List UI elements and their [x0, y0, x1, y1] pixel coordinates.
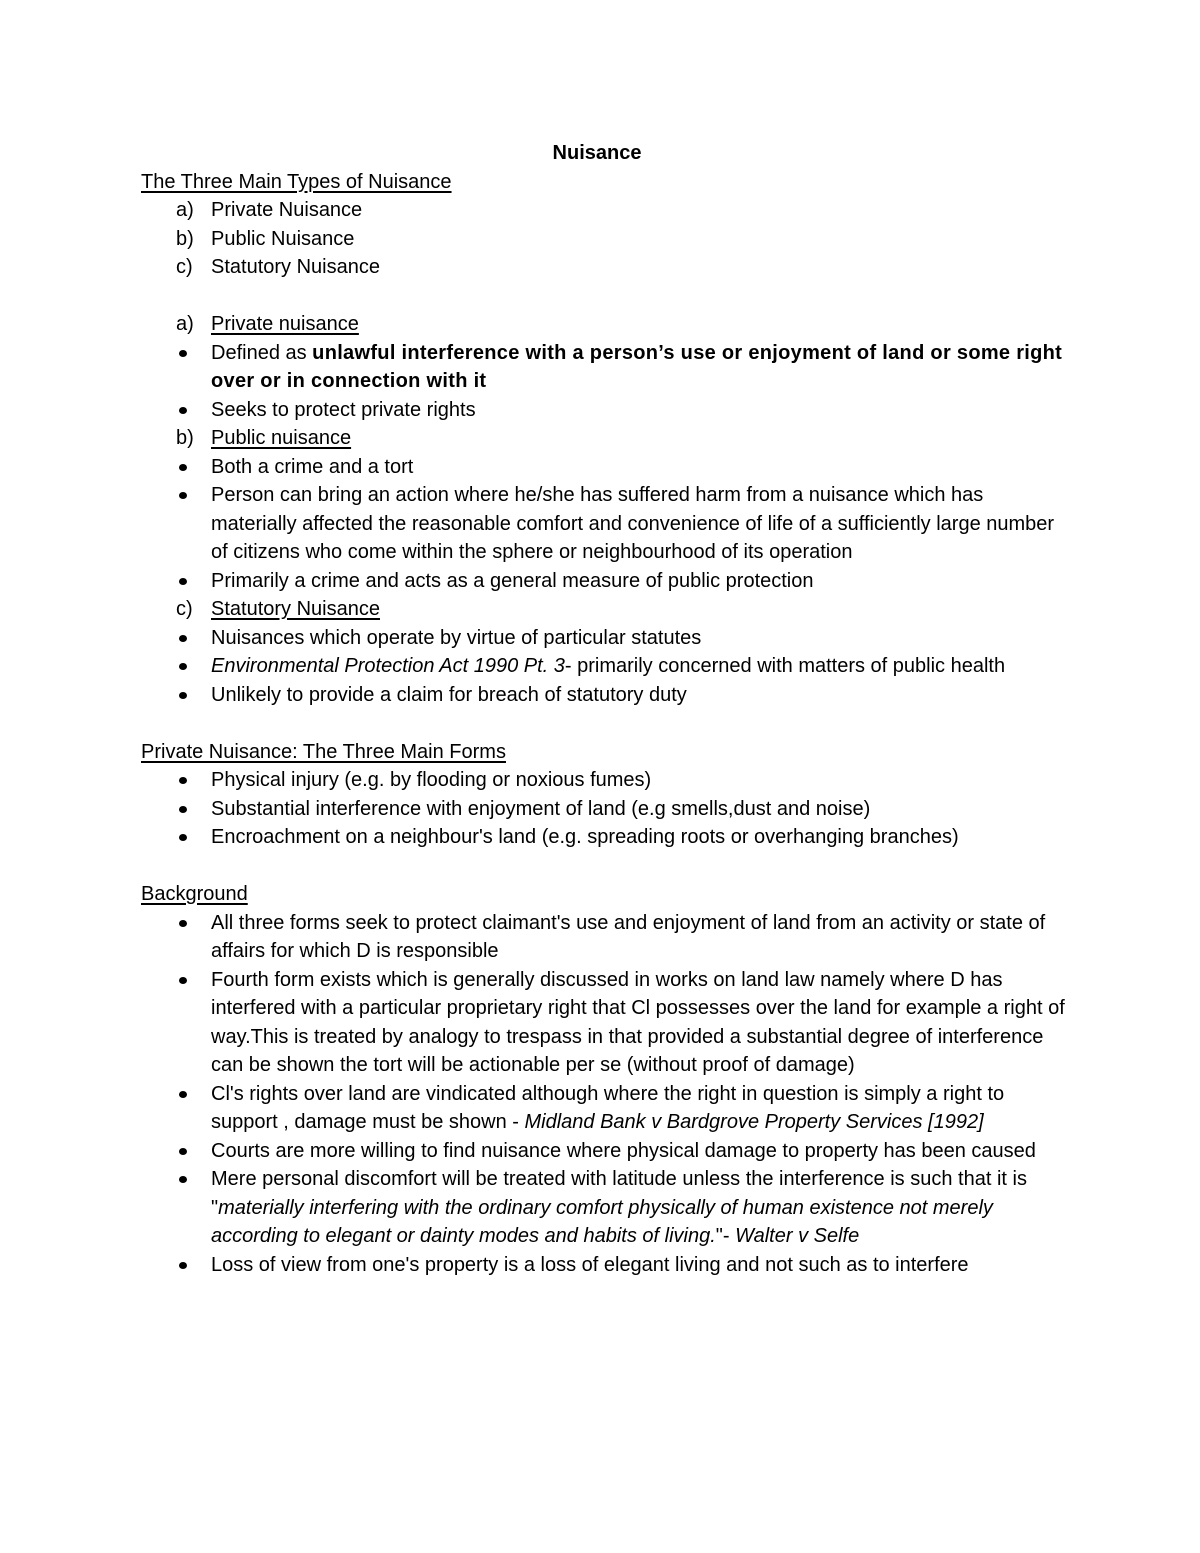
bullet-item: Person can bring an action where he/she has suffered harm from a nuisance which has materially affected the reasonable comfort and convenience of life of a sufficiently large number of citizens who come within the sphere or neighbourhood of its operation: [141, 481, 1071, 567]
bullet-item: Unlikely to provide a claim for breach of statutory duty: [141, 681, 1071, 710]
public-nuisance-heading: b) Public nuisance: [176, 427, 352, 449]
bullet-item: Both a crime and a tort: [141, 453, 1071, 482]
bullet-icon: [179, 663, 187, 670]
forms-heading: Private Nuisance: The Three Main Forms: [141, 740, 506, 763]
bullet-item: Encroachment on a neighbour's land (e.g. spreading roots or overhanging branches): [141, 823, 1071, 852]
bullet-icon: [179, 635, 187, 642]
list-marker: a): [176, 199, 194, 221]
bullet-item: Seeks to protect private rights: [141, 396, 1071, 425]
bullet-icon: [179, 777, 187, 784]
bullet-item: Substantial interference with enjoyment of land (e.g smells,dust and noise): [141, 795, 1071, 824]
private-nuisance-heading: a) Private nuisance: [176, 313, 359, 335]
bullet-item: Mere personal discomfort will be treated with latitude unless the interference is such that it is "materially interfering with the ordinary comfort physically of human existence not merely according to elegant or dainty modes and habits of living."- Walter v Selfe: [141, 1165, 1071, 1251]
bullet-icon: [179, 806, 187, 813]
bullet-item: Fourth form exists which is generally discussed in works on land law namely where D has interfered with a particular proprietary right that Cl possesses over the land for example a right of way.This is treated by analogy to trespass in that provided a substantial degree of interference can be shown the tort will be actionable per se (without proof of damage): [141, 966, 1071, 1080]
bullet-item: Cl's rights over land are vindicated although where the right in question is simply a right to support , damage must be shown - Midland Bank v Bardgrove Property Services [1992]: [141, 1080, 1071, 1137]
statutory-nuisance-heading: c) Statutory Nuisance: [176, 598, 380, 620]
page-title: Nuisance: [552, 142, 642, 164]
list-item: a) Private Nuisance: [141, 196, 1071, 225]
bullet-item: Primarily a crime and acts as a general measure of public protection: [141, 567, 1071, 596]
bullet-icon: [179, 1148, 187, 1155]
bullet-icon: [179, 350, 187, 357]
list-marker: b): [176, 227, 194, 250]
bullet-item: Nuisances which operate by virtue of particular statutes: [141, 624, 1071, 653]
bullet-item: Defined as unlawful interference with a person’s use or enjoyment of land or some right over or in connection with it: [141, 339, 1071, 396]
list-item: c) Statutory Nuisance: [141, 253, 1071, 282]
bullet-icon: [179, 834, 187, 841]
bullet-item: Environmental Protection Act 1990 Pt. 3- primarily concerned with matters of public health: [141, 652, 1071, 681]
document-body: [141, 139, 1071, 1279]
bullet-icon: [179, 1262, 187, 1269]
list-marker: c): [176, 256, 193, 278]
bullet-item: Courts are more willing to find nuisance where physical damage to property has been caused: [141, 1137, 1071, 1166]
bullet-icon: [179, 464, 187, 471]
bullet-icon: [179, 578, 187, 585]
bullet-item: Physical injury (e.g. by flooding or noxious fumes): [141, 766, 1071, 795]
bullet-item: All three forms seek to protect claimant's use and enjoyment of land from an activity or state of affairs for which D is responsible: [141, 909, 1071, 966]
bullet-icon: [179, 492, 187, 499]
bullet-icon: [179, 977, 187, 984]
list-item: b) Public Nuisance: [141, 225, 1071, 254]
types-heading: The Three Main Types of Nuisance: [141, 170, 452, 193]
bullet-icon: [179, 920, 187, 927]
bullet-item: Loss of view from one's property is a loss of elegant living and not such as to interfere: [141, 1251, 1071, 1280]
bullet-icon: [179, 1091, 187, 1098]
bullet-icon: [179, 407, 187, 414]
background-heading: Background: [141, 883, 248, 905]
bullet-icon: [179, 1176, 187, 1183]
bullet-icon: [179, 692, 187, 699]
